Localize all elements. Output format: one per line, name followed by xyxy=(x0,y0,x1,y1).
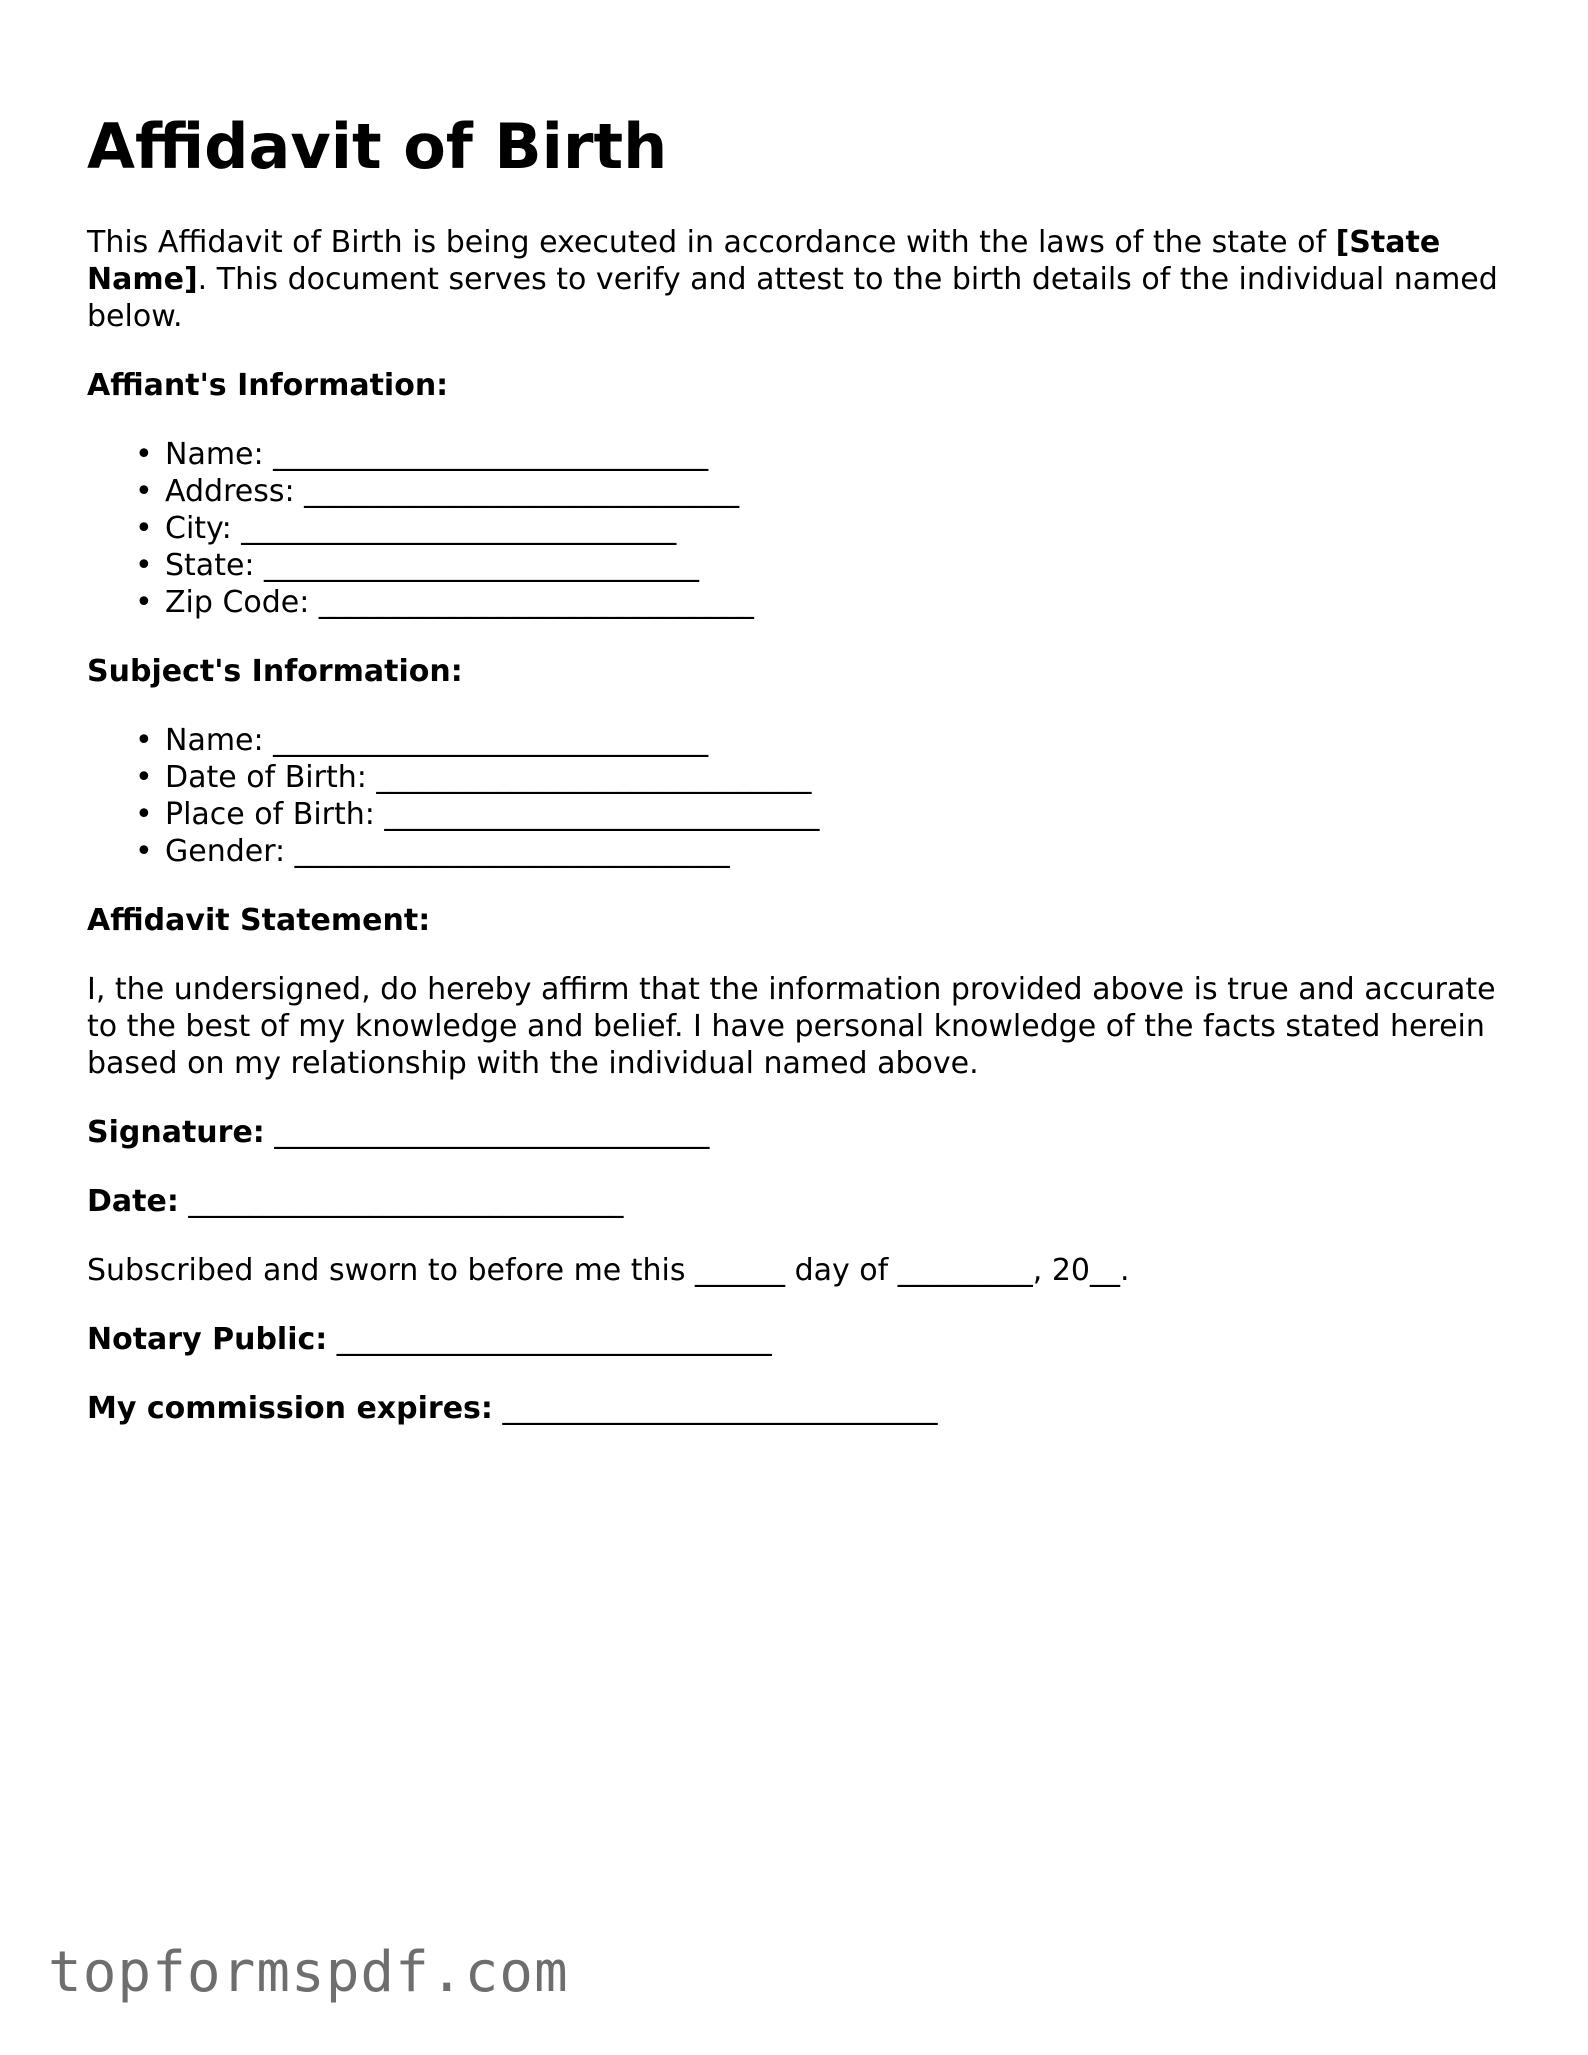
date-line[interactable] xyxy=(87,1183,1507,1220)
bullet-icon: • xyxy=(135,548,153,583)
document-page xyxy=(87,100,1507,1427)
notary-blank: _____________________________ xyxy=(327,1322,772,1357)
affiant-zip-field[interactable]: • Zip Code: _____________________________ xyxy=(135,585,754,620)
subject-list xyxy=(87,722,1507,870)
affiant-name-field[interactable]: • Name: _____________________________ xyxy=(135,437,709,472)
subject-heading: Subject's Information: xyxy=(87,654,463,689)
subject-dob-field[interactable]: • Date of Birth: _____________________________ xyxy=(135,760,812,795)
affiant-list xyxy=(87,436,1507,621)
subject-gender-field[interactable]: • Gender: _____________________________ xyxy=(135,834,730,869)
subject-pob-field[interactable]: • Place of Birth: _____________________________ xyxy=(135,797,820,832)
notary-label: Notary Public: xyxy=(87,1322,328,1357)
commission-label: My commission expires: xyxy=(87,1391,493,1426)
affiant-state-field[interactable]: • State: _____________________________ xyxy=(135,548,700,583)
bullet-icon: • xyxy=(135,511,153,546)
statement-paragraph: I, the undersigned, do hereby affirm that the information provided above is true and accurate to the best of my knowledge and belief. I have personal knowledge of the facts stated herein based on my relationship with the individual named above. xyxy=(87,972,1496,1081)
bullet-icon: • xyxy=(135,723,153,758)
state-name-placeholder: [State Name] xyxy=(87,225,1441,297)
bullet-icon: • xyxy=(135,797,153,832)
intro-text-before: This Affidavit of Birth is being executed in accordance with the laws of the state of xyxy=(87,225,1336,260)
statement-heading: Affidavit Statement: xyxy=(87,903,431,938)
affiant-address-field[interactable]: • Address: _____________________________ xyxy=(135,474,740,509)
subject-name-field[interactable]: • Name: _____________________________ xyxy=(135,723,709,758)
signature-blank: _____________________________ xyxy=(264,1115,710,1150)
watermark: topformspdf.com xyxy=(48,1940,569,2005)
intro-paragraph xyxy=(87,224,1507,335)
date-label: Date: xyxy=(87,1184,179,1219)
bullet-icon: • xyxy=(135,834,153,869)
affiant-heading: Affiant's Information: xyxy=(87,368,449,403)
bullet-icon: • xyxy=(135,585,153,620)
commission-line[interactable] xyxy=(87,1390,1507,1427)
bullet-icon: • xyxy=(135,437,153,472)
signature-line[interactable] xyxy=(87,1114,1507,1151)
intro-text-after: . This document serves to verify and attest to the birth details of the individual named below. xyxy=(87,262,1498,334)
document-title: Affidavit of Birth xyxy=(87,110,668,183)
affiant-city-field[interactable]: • City: _____________________________ xyxy=(135,511,677,546)
bullet-icon: • xyxy=(135,474,153,509)
bullet-icon: • xyxy=(135,760,153,795)
sworn-line[interactable]: Subscribed and sworn to before me this ______ day of _________, 20__. xyxy=(87,1253,1130,1288)
signature-label: Signature: xyxy=(87,1115,265,1150)
notary-line[interactable] xyxy=(87,1321,1507,1358)
date-blank: _____________________________ xyxy=(178,1184,624,1219)
commission-blank: _____________________________ xyxy=(492,1391,938,1426)
